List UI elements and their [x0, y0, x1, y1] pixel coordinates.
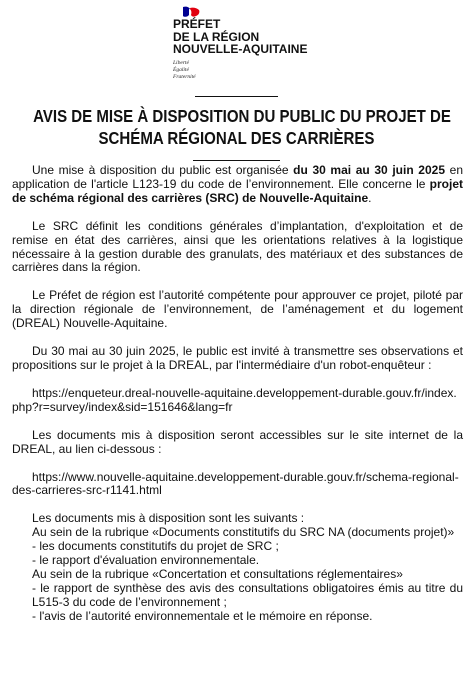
motto-liberte: Liberté — [173, 59, 189, 66]
paragraph-authority: Le Préfet de région est l’autorité compétente pour approuver ce projet, piloté par la direction régionale de l’environnement, de l’aménagement et du logement (DREAL) Nouvelle-Aquitaine. — [12, 288, 463, 331]
survey-link[interactable]: https://enqueteur.dreal-nouvelle-aquitaine.developpement-durable.gouv.fr/index.php?r=survey/index&sid=151646&lang=fr — [12, 385, 457, 414]
prefecture-name-line-3: NOUVELLE-AQUITAINE — [173, 42, 308, 56]
list-item: Au sein de la rubrique «Documents constitutifs du SRC NA (documents projet)» — [32, 525, 455, 540]
documents-list — [12, 512, 463, 623]
list-item: - le rapport d'évaluation environnementale. — [32, 553, 260, 568]
dreal-link[interactable]: https://www.nouvelle-aquitaine.developpement-durable.gouv.fr/schema-regional-des-carrieres-src-r1141.html — [12, 469, 459, 498]
intro-text-a: Une mise à disposition du public est organisée — [32, 163, 294, 177]
header — [0, 0, 473, 92]
paragraph-intro — [12, 164, 463, 206]
list-item: - les documents constitutifs du projet de SRC ; — [32, 539, 279, 554]
documents-list-intro: Les documents mis à disposition sont les suivants : — [32, 511, 305, 526]
paragraph-invitation: Du 30 mai au 30 juin 2025, le public est invité à transmettre ses observations et propositions sur le projet à la DREAL, par l'intermédiaire d'un robot-enquêteur : — [12, 344, 463, 372]
motto — [173, 60, 307, 81]
prefecture-block — [173, 18, 307, 81]
prefecture-name-line-1: PRÉFET — [173, 17, 221, 31]
list-item: - l'avis de l’autorité environnementale et le mémoire en réponse. — [32, 608, 373, 623]
paragraph-documents-access: Les documents mis à disposition seront accessibles sur le site internet de la DREAL, au lien ci-dessous : — [12, 427, 463, 456]
title-line-1: AVIS DE MISE À DISPOSITION DU PUBLIC DU PROJET DE — [33, 106, 451, 126]
page-title — [0, 105, 473, 149]
intro-project-name: projet de schéma régional des carrières (SRC) de Nouvelle-Aquitaine — [12, 176, 463, 205]
prefecture-name-line-2: DE LA RÉGION — [173, 29, 260, 44]
motto-egalite: Égalité — [173, 66, 189, 73]
title-line-2: SCHÉMA RÉGIONAL DES CARRIÈRES — [98, 128, 375, 148]
intro-dates: du 30 mai au 30 juin 2025 — [293, 163, 446, 177]
intro-text-c: en application de l'article L123-19 du code de l’environnement. Elle concerne le — [12, 163, 463, 191]
motto-fraternite: Fraternité — [173, 73, 196, 80]
list-item: - le rapport de synthèse des avis des consultations obligatoires émis au titre du L515-3 du code de l’environnement ; — [32, 580, 463, 609]
intro-text-e: . — [368, 190, 372, 205]
notice-body — [12, 164, 463, 624]
list-item: Au sein de la rubrique «Concertation et consultations réglementaires» — [32, 566, 403, 581]
title-bottom-divider — [193, 160, 280, 161]
title-top-divider — [195, 96, 278, 97]
paragraph-src-definition: Le SRC définit les conditions générales d’implantation, d'exploitation et de remise en état des carrières, ainsi que les orientations relatives à la logistique nécessaire à la gestion durable des granulats, des matériaux et des substances de carrières dans la région. — [12, 218, 463, 275]
